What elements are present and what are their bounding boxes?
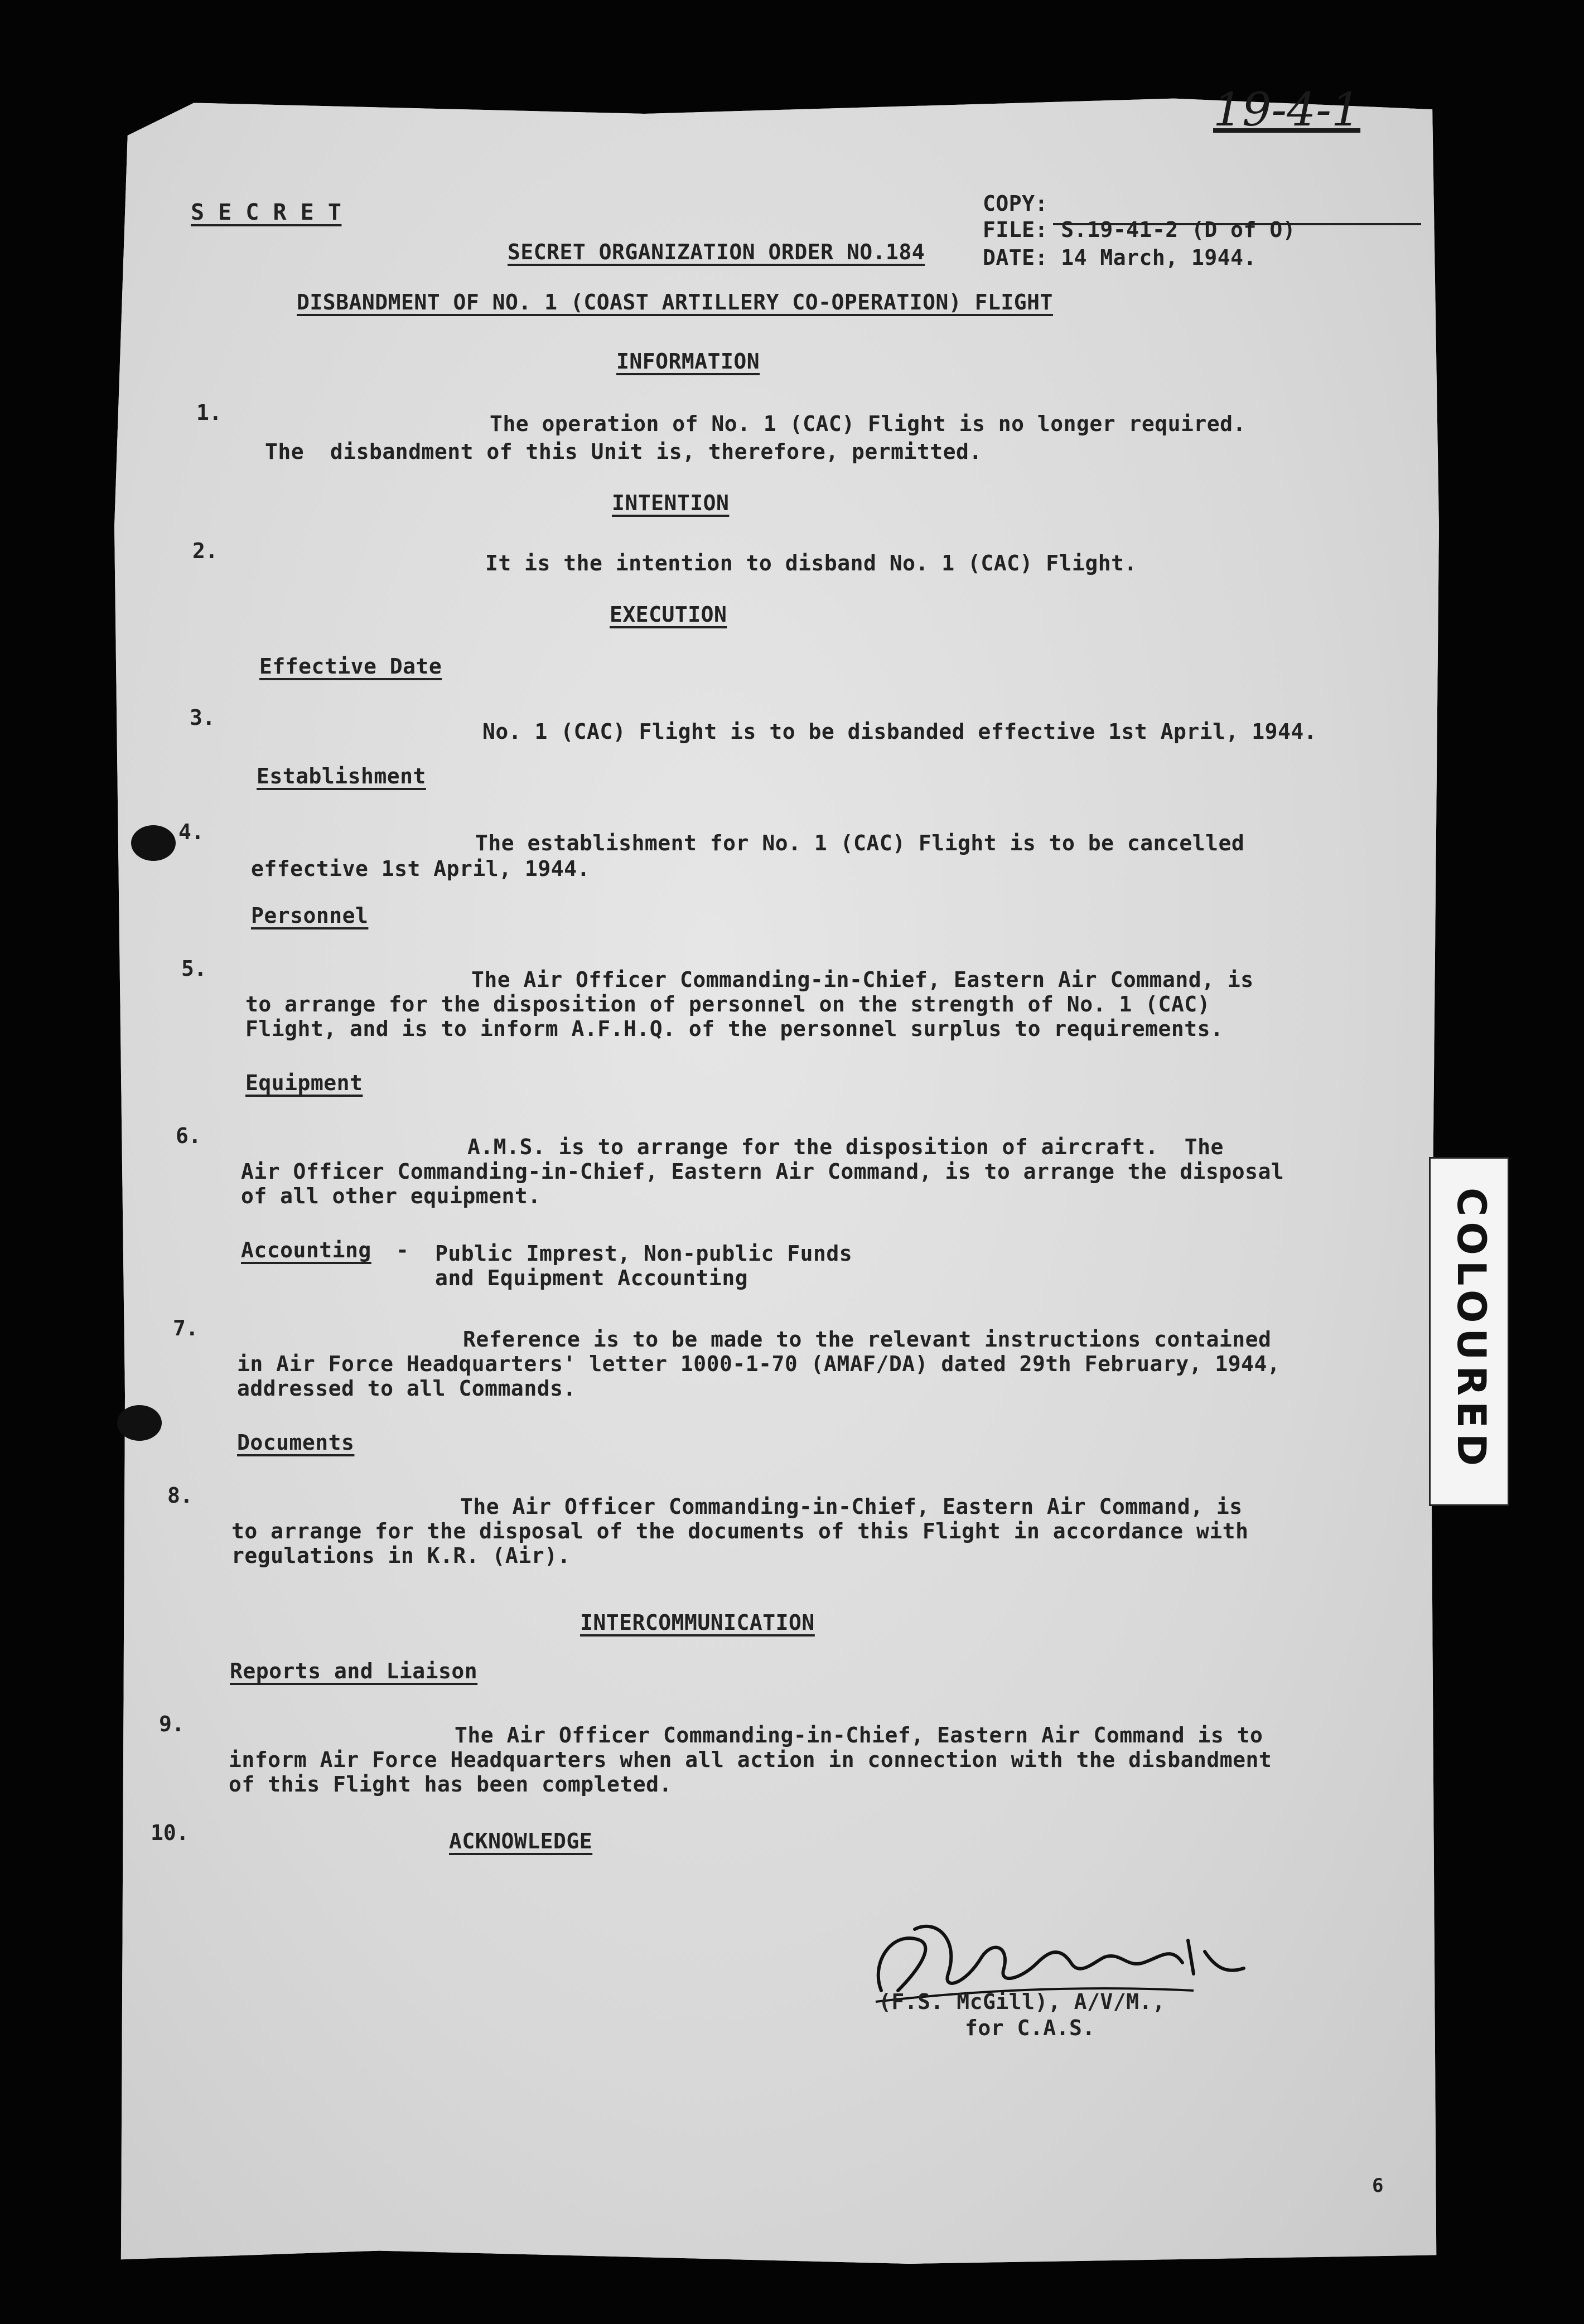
section-information: INFORMATION: [616, 349, 760, 374]
subhead-effective-date: Effective Date: [259, 654, 442, 679]
punch-hole-top: [131, 825, 176, 861]
order-title: SECRET ORGANIZATION ORDER NO.184: [508, 240, 925, 264]
paragraph-number: 10.: [151, 1821, 189, 1845]
paragraph-number: 9.: [159, 1712, 185, 1736]
paragraph-9-line-3: of this Flight has been completed.: [229, 1772, 672, 1797]
paragraph-5-line-3: Flight, and is to inform A.F.H.Q. of the personnel surplus to requirements.: [245, 1016, 1224, 1041]
paragraph-7-line-1: Reference is to be made to the relevant instructions contained: [463, 1327, 1272, 1352]
paragraph-3-line-1: No. 1 (CAC) Flight is to be disbanded effective 1st April, 1944.: [482, 719, 1317, 744]
subhead-equipment: Equipment: [245, 1071, 363, 1095]
paragraph-number: 4.: [178, 820, 204, 844]
paragraph-9-line-2: inform Air Force Headquarters when all action in connection with the disbandment: [229, 1747, 1272, 1772]
subhead-accounting: Accounting: [241, 1238, 371, 1262]
section-intention: INTENTION: [612, 491, 730, 515]
paragraph-4-line-2: effective 1st April, 1944.: [251, 856, 590, 881]
subhead-reports-liaison: Reports and Liaison: [230, 1659, 478, 1683]
paragraph-8-line-1: The Air Officer Commanding-in-Chief, Eastern Air Command, is: [460, 1494, 1243, 1519]
paragraph-number: 1.: [196, 400, 222, 425]
paragraph-9-line-1: The Air Officer Commanding-in-Chief, Eastern Air Command is to: [455, 1723, 1263, 1747]
copy-label: COPY:: [983, 191, 1048, 216]
paragraph-1-line-2: The disbandment of this Unit is, therefore, permitted.: [265, 439, 982, 464]
page-mark: 6: [1372, 2175, 1384, 2197]
paragraph-8-line-2: to arrange for the disposal of the documents of this Flight in accordance with: [231, 1519, 1249, 1543]
paragraph-8-line-3: regulations in K.R. (Air).: [231, 1543, 571, 1568]
paragraph-5-line-1: The Air Officer Commanding-in-Chief, Eastern Air Command, is: [471, 967, 1254, 992]
paragraph-5-line-2: to arrange for the disposition of personnel on the strength of No. 1 (CAC): [245, 992, 1210, 1016]
paragraph-number: 5.: [181, 956, 207, 981]
paragraph-6-line-2: Air Officer Commanding-in-Chief, Eastern Air Command, is to arrange the disposal: [241, 1159, 1284, 1184]
paragraph-number: 8.: [167, 1483, 193, 1508]
paragraph-1-line-1: The operation of No. 1 (CAC) Flight is no longer required.: [490, 411, 1246, 436]
paragraph-7-line-3: addressed to all Commands.: [237, 1376, 576, 1401]
accounting-dash: -: [396, 1238, 409, 1262]
paragraph-number: 2.: [192, 539, 218, 563]
signatory-name: (F.S. McGill), A/V/M.,: [878, 1989, 1166, 2014]
section-intercommunication: INTERCOMMUNICATION: [580, 1610, 815, 1635]
paragraph-7-line-2: in Air Force Headquarters' letter 1000-1-70 (AMAF/DA) dated 29th February, 1944,: [237, 1352, 1281, 1376]
paragraph-number: 7.: [173, 1316, 199, 1340]
accounting-detail-2: and Equipment Accounting: [435, 1266, 748, 1290]
subhead-documents: Documents: [237, 1430, 355, 1455]
file-label: FILE: S.19-41-2 (D of O): [983, 217, 1296, 242]
section-execution: EXECUTION: [610, 602, 727, 627]
subject-line: DISBANDMENT OF NO. 1 (COAST ARTILLERY CO-OPERATION) FLIGHT: [297, 290, 1053, 314]
punch-hole-bottom: [117, 1405, 162, 1441]
paragraph-6-line-1: A.M.S. is to arrange for the disposition of aircraft. The: [467, 1135, 1224, 1159]
subhead-personnel: Personnel: [251, 903, 369, 928]
paragraph-6-line-3: of all other equipment.: [241, 1184, 541, 1208]
accounting-detail-1: Public Imprest, Non-public Funds: [435, 1241, 853, 1266]
acknowledge-label: ACKNOWLEDGE: [449, 1829, 593, 1853]
coloured-tab-label: COLOURED: [1448, 1188, 1494, 1472]
signatory-for: for C.A.S.: [965, 2016, 1095, 2040]
paragraph-2-line-1: It is the intention to disband No. 1 (CAC) Flight.: [485, 551, 1137, 575]
date-label: DATE: 14 March, 1944.: [983, 245, 1257, 270]
subhead-establishment: Establishment: [257, 764, 426, 788]
archive-reference: 19-4-1: [1213, 84, 1361, 137]
paragraph-number: 6.: [176, 1124, 201, 1148]
paragraph-number: 3.: [190, 705, 215, 730]
classification-label: S E C R E T: [191, 200, 342, 225]
paragraph-4-line-1: The establishment for No. 1 (CAC) Flight is to be cancelled: [475, 831, 1245, 855]
